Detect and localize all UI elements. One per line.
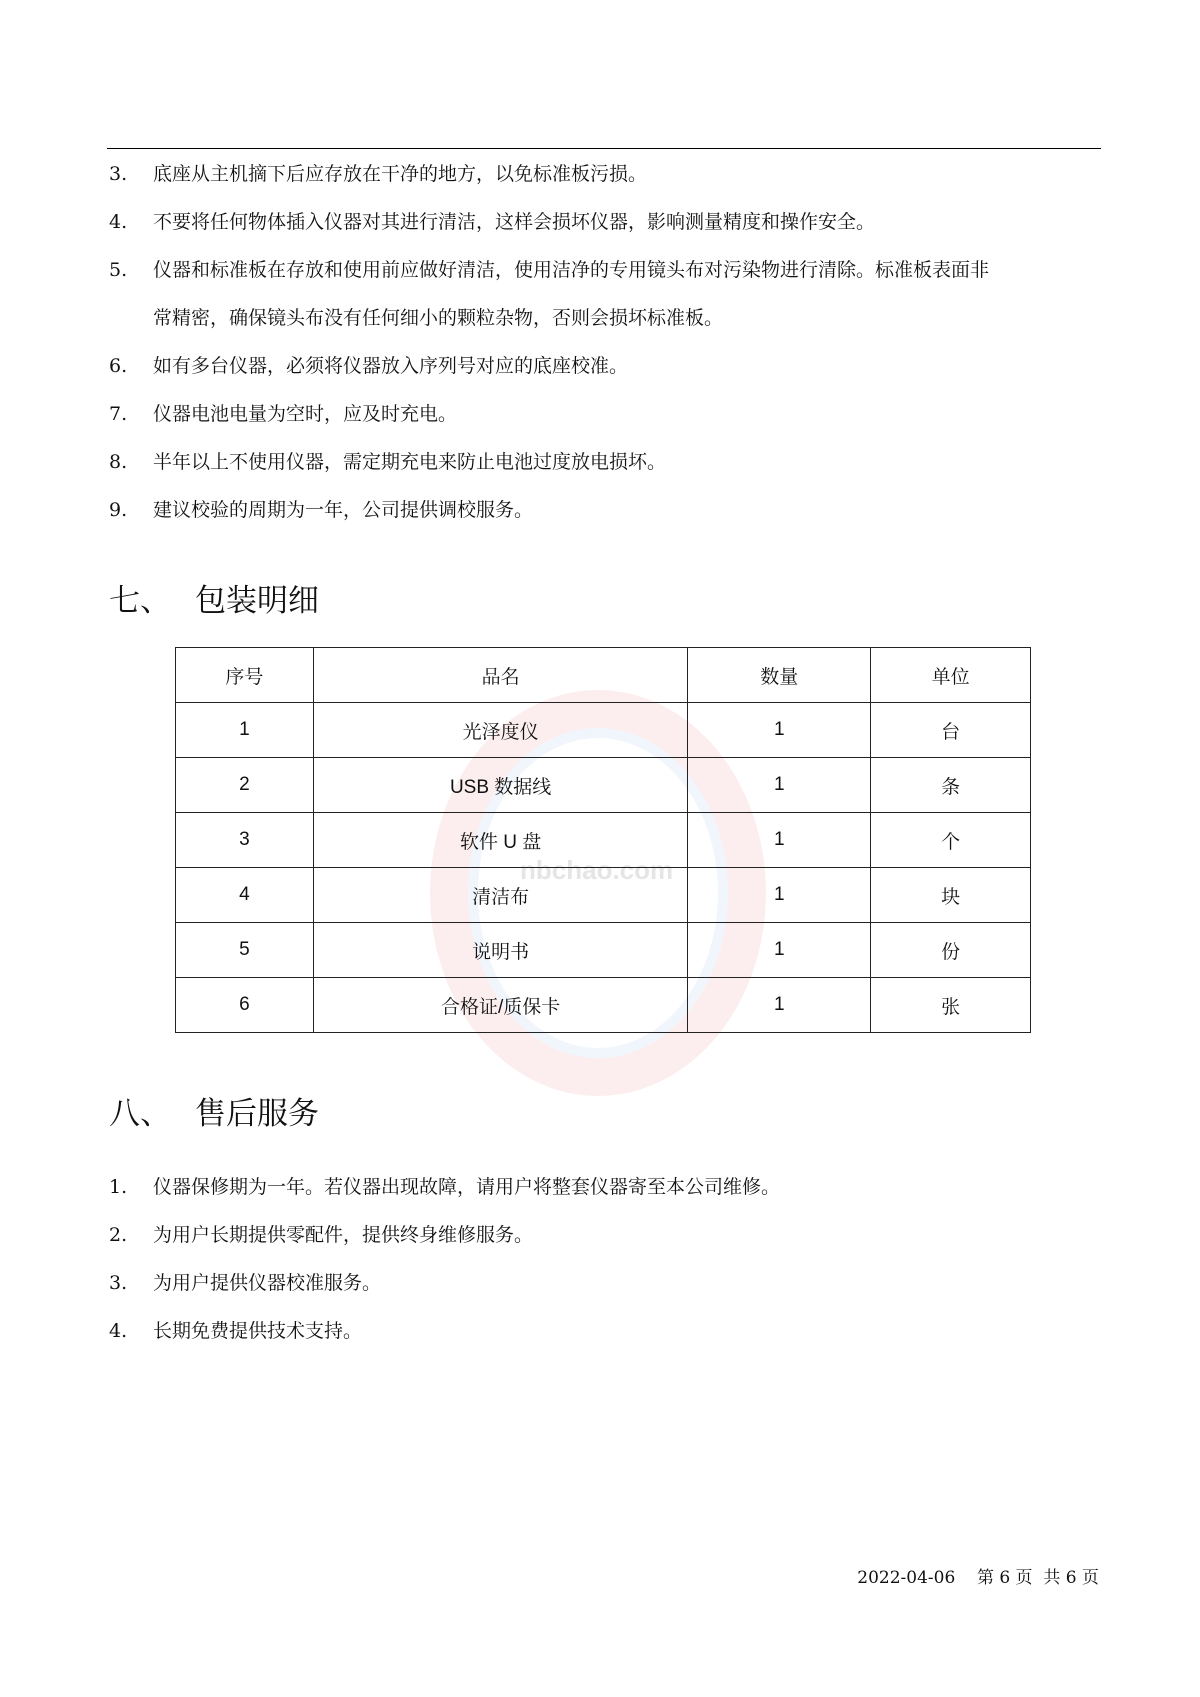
cell: 1 [688,868,871,923]
item-number: 2. [109,1224,128,1246]
packing-table [175,647,1031,1033]
item-number: 7. [109,403,128,425]
item-text: 不要将任何物体插入仪器对其进行清洁，这样会损坏仪器，影响测量精度和操作安全。 [153,211,876,233]
section-title: 包装明细 [195,583,319,619]
item-number: 4. [109,211,128,233]
cell: 1 [688,923,871,978]
section-title: 售后服务 [195,1096,319,1132]
page-footer [857,1563,1099,1588]
header-cell: 单位 [871,648,1031,703]
section-number: 八、 [109,1096,171,1132]
table-row [176,923,1031,978]
item-number: 8. [109,451,128,473]
header-cell: 品名 [313,648,688,703]
cell: 份 [871,923,1031,978]
cell: 光泽度仪 [313,703,688,758]
item-text: 仪器电池电量为空时，应及时充电。 [153,403,458,425]
item-text: 半年以上不使用仪器，需定期充电来防止电池过度放电损坏。 [153,451,667,473]
item-number: 4. [109,1320,128,1342]
footer-page-total: 共 6 页 [1043,1568,1099,1588]
item-number: 1. [109,1176,128,1198]
item-number: 3. [109,163,128,185]
cell: 张 [871,978,1031,1033]
cell: 说明书 [313,923,688,978]
section-heading-packing [109,575,319,620]
cell: USB 数据线 [313,758,688,813]
header-rule [107,148,1101,149]
item-number: 9. [109,499,128,521]
item-text: 为用户长期提供零配件，提供终身维修服务。 [153,1224,534,1246]
item-number: 6. [109,355,128,377]
cell: 清洁布 [313,868,688,923]
cell: 1 [688,813,871,868]
header-cell: 数量 [688,648,871,703]
cell: 1 [688,978,871,1033]
item-text: 底座从主机摘下后应存放在干净的地方，以免标准板污损。 [153,163,648,185]
header-cell: 序号 [176,648,314,703]
item-number: 3. [109,1272,128,1294]
item-number: 5. [109,259,128,281]
cell: 6 [176,978,314,1033]
item-text: 如有多台仪器，必须将仪器放入序列号对应的底座校准。 [153,355,629,377]
cell: 4 [176,868,314,923]
table-header-row [176,648,1031,703]
section-number: 七、 [109,583,171,619]
cell: 块 [871,868,1031,923]
cell: 3 [176,813,314,868]
table-row [176,758,1031,813]
cell: 1 [176,703,314,758]
item-text: 仪器保修期为一年。若仪器出现故障，请用户将整套仪器寄至本公司维修。 [153,1176,781,1198]
cell: 条 [871,758,1031,813]
watermark-text: nbchao.com [520,855,674,885]
item-text: 常精密，确保镜头布没有任何细小的颗粒杂物，否则会损坏标准板。 [153,307,724,329]
table-row [176,978,1031,1033]
item-text: 建议校验的周期为一年，公司提供调校服务。 [153,499,534,521]
table-row [176,868,1031,923]
cell: 5 [176,923,314,978]
cell: 合格证/质保卡 [313,978,688,1033]
table-row [176,703,1031,758]
cell: 1 [688,703,871,758]
section-heading-after-sales [109,1088,319,1133]
cell: 1 [688,758,871,813]
cell: 2 [176,758,314,813]
item-text: 长期免费提供技术支持。 [153,1320,363,1342]
item-text: 为用户提供仪器校准服务。 [153,1272,382,1294]
table-row [176,813,1031,868]
item-text: 仪器和标准板在存放和使用前应做好清洁，使用洁净的专用镜头布对污染物进行清除。标准板表面非 [153,259,990,281]
footer-date: 2022-04-06 [857,1568,956,1588]
cell: 台 [871,703,1031,758]
footer-page-number: 第 6 页 [976,1568,1033,1588]
cell: 个 [871,813,1031,868]
cell: 软件 U 盘 [313,813,688,868]
